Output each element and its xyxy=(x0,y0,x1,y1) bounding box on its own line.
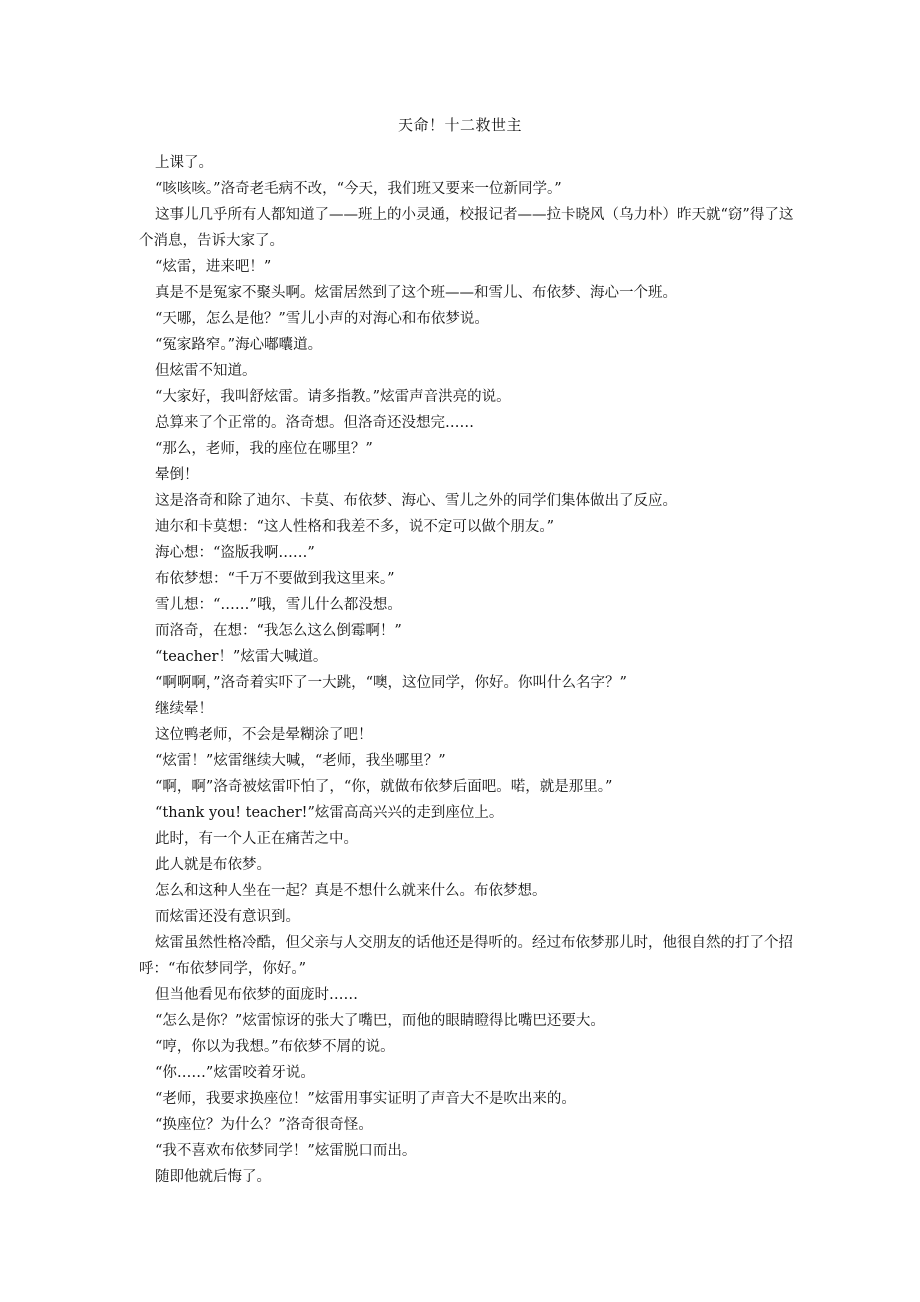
paragraph: 雪儿想：“……”哦，雪儿什么都没想。 xyxy=(155,597,402,613)
paragraph: 布依梦想：“千万不要做到我这里来。” xyxy=(155,571,395,587)
paragraph: 而洛奇，在想：“我怎么这么倒霉啊！” xyxy=(155,623,402,639)
paragraph: “咳咳咳。”洛奇老毛病不改，“今天，我们班又要来一位新同学。” xyxy=(155,181,562,197)
paragraph: “换座位？为什么？”洛奇很奇怪。 xyxy=(155,1117,373,1133)
paragraph: “你……”炫雷咬着牙说。 xyxy=(155,1065,315,1081)
paragraph: 但当他看见布依梦的面庞时…… xyxy=(155,987,358,1003)
paragraph: “老师，我要求换座位！”炫雷用事实证明了声音大不是吹出来的。 xyxy=(155,1091,576,1107)
paragraph: 海心想：“盗版我啊……” xyxy=(155,545,315,561)
paragraph: “炫雷！”炫雷继续大喊，“老师，我坐哪里？” xyxy=(155,753,446,769)
paragraph: “啊啊啊，”洛奇着实吓了一大跳，“噢，这位同学，你好。你叫什么名字？” xyxy=(155,675,627,691)
document-body xyxy=(139,150,799,1190)
paragraph: 但炫雷不知道。 xyxy=(155,363,257,379)
paragraph: “那么，老师，我的座位在哪里？” xyxy=(155,441,373,457)
paragraph: “thank you! teacher!”炫雷高高兴兴的走到座位上。 xyxy=(155,805,504,821)
paragraph: 这是洛奇和除了迪尔、卡莫、布依梦、海心、雪儿之外的同学们集体做出了反应。 xyxy=(155,493,677,509)
paragraph: “大家好，我叫舒炫雷。请多指教。”炫雷声音洪亮的说。 xyxy=(155,389,511,405)
paragraph: 晕倒！ xyxy=(155,467,199,483)
paragraph: 总算来了个正常的。洛奇想。但洛奇还没想完…… xyxy=(155,415,474,431)
paragraph: “炫雷，进来吧！” xyxy=(155,259,272,275)
paragraph: 上课了。 xyxy=(155,155,213,171)
paragraph: “我不喜欢布依梦同学！”炫雷脱口而出。 xyxy=(155,1143,417,1159)
paragraph: “啊，啊”洛奇被炫雷吓怕了，“你，就做布依梦后面吧。喏，就是那里。” xyxy=(155,779,613,795)
paragraph: 这位鸭老师，不会是晕糊涂了吧！ xyxy=(155,727,373,743)
paragraph: “哼，你以为我想。”布依梦不屑的说。 xyxy=(155,1039,395,1055)
paragraph: 怎么和这种人坐在一起？真是不想什么就来什么。布依梦想。 xyxy=(155,883,547,899)
paragraph: “怎么是你？”炫雷惊讶的张大了嘴巴，而他的眼睛瞪得比嘴巴还要大。 xyxy=(155,1013,605,1029)
paragraph: 此时，有一个人正在痛苦之中。 xyxy=(155,831,358,847)
paragraph: 迪尔和卡莫想：“这人性格和我差不多，说不定可以做个朋友。” xyxy=(155,519,555,535)
paragraph: 这事儿几乎所有人都知道了——班上的小灵通，校报记者——拉卡晓风（乌力朴）昨天就“窃”得了这个消息，告诉大家了。 xyxy=(139,207,794,249)
paragraph: 而炫雷还没有意识到。 xyxy=(155,909,300,925)
document-title: 天命！十二救世主 xyxy=(397,116,522,134)
paragraph: 真是不是冤家不聚头啊。炫雷居然到了这个班——和雪儿、布依梦、海心一个班。 xyxy=(155,285,677,301)
paragraph: “teacher！”炫雷大喊道。 xyxy=(155,649,328,665)
paragraph: “冤家路窄。”海心嘟囔道。 xyxy=(155,337,323,353)
paragraph: “天哪，怎么是他？”雪儿小声的对海心和布依梦说。 xyxy=(155,311,489,327)
paragraph: 炫雷虽然性格冷酷，但父亲与人交朋友的话他还是得听的。经过布依梦那儿时，他很自然的打了个招呼：“布依梦同学，你好。” xyxy=(139,935,793,977)
paragraph: 继续晕！ xyxy=(155,701,213,717)
paragraph: 随即他就后悔了。 xyxy=(155,1169,271,1185)
paragraph: 此人就是布依梦。 xyxy=(155,857,271,873)
